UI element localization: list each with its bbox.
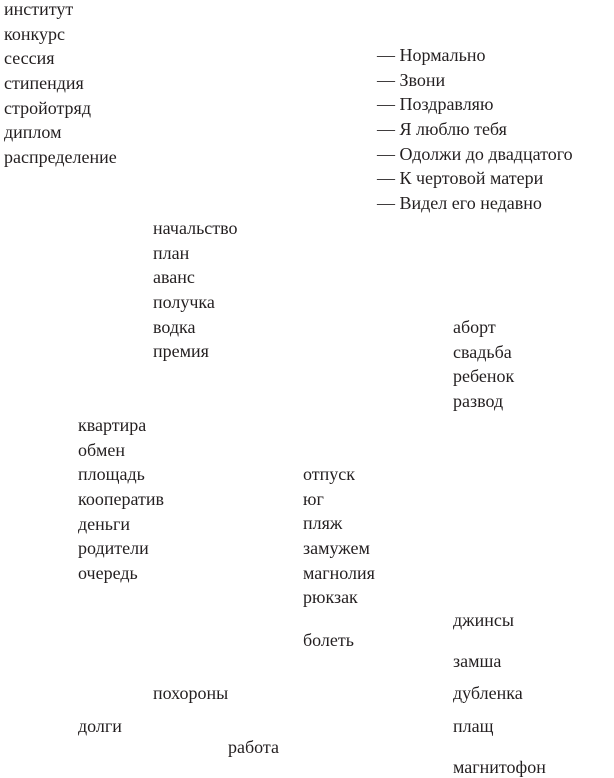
word: аборт — [453, 317, 496, 337]
work-words-column — [153, 216, 238, 364]
phrase: — Я люблю тебя — [377, 119, 507, 140]
word: водка — [153, 316, 196, 337]
word-magnitofon: магнитофон — [453, 757, 546, 777]
word: магнолия — [303, 562, 375, 583]
housing-words-column — [78, 413, 164, 586]
word: обмен — [78, 439, 125, 460]
word-pokhorony: похороны — [153, 683, 229, 703]
phrase: — Одолжи до двадцатого — [377, 143, 573, 164]
word: ребенок — [453, 366, 515, 387]
word-zamsha: замша — [453, 651, 502, 671]
word: распределение — [4, 147, 117, 168]
word: развод — [453, 391, 504, 412]
dialogue-phrases-column — [377, 43, 573, 216]
phrase: — Поздравляю — [377, 94, 494, 115]
word-rabota: работа — [228, 737, 279, 757]
word: замужем — [303, 538, 370, 559]
word-dublenka: дубленка — [453, 683, 523, 703]
word: план — [153, 242, 190, 263]
word: свадьба — [453, 341, 512, 362]
word: квартира — [78, 415, 147, 435]
word: площадь — [78, 464, 145, 485]
word: конкурс — [4, 23, 65, 44]
phrase: — Видел его недавно — [377, 193, 542, 214]
word: институт — [4, 0, 74, 19]
word: деньги — [78, 513, 131, 534]
word: родители — [78, 538, 149, 559]
word: стипендия — [4, 73, 84, 94]
word: очередь — [78, 563, 138, 584]
family-words-column — [453, 315, 514, 414]
word: диплом — [4, 122, 62, 143]
word: кооператив — [78, 489, 164, 510]
word: отпуск — [303, 464, 355, 484]
word: юг — [303, 488, 324, 509]
word-plashch: плащ — [453, 716, 494, 736]
word: рюкзак — [303, 587, 358, 608]
phrase: — Нормально — [377, 45, 486, 65]
phrase: — Звони — [377, 69, 446, 90]
word-bolet: болеть — [303, 630, 354, 650]
word: получка — [153, 292, 215, 313]
word: сессия — [4, 48, 55, 69]
student-words-column — [4, 0, 117, 170]
word-dolgi: долги — [78, 716, 122, 736]
word: премия — [153, 341, 209, 362]
word: аванс — [153, 267, 195, 288]
word: пляж — [303, 513, 343, 534]
word: начальство — [153, 218, 238, 238]
vacation-words-column — [303, 462, 375, 610]
word-dzhinsy: джинсы — [453, 610, 514, 630]
word: стройотряд — [4, 97, 91, 118]
phrase: — К чертовой матери — [377, 168, 544, 189]
